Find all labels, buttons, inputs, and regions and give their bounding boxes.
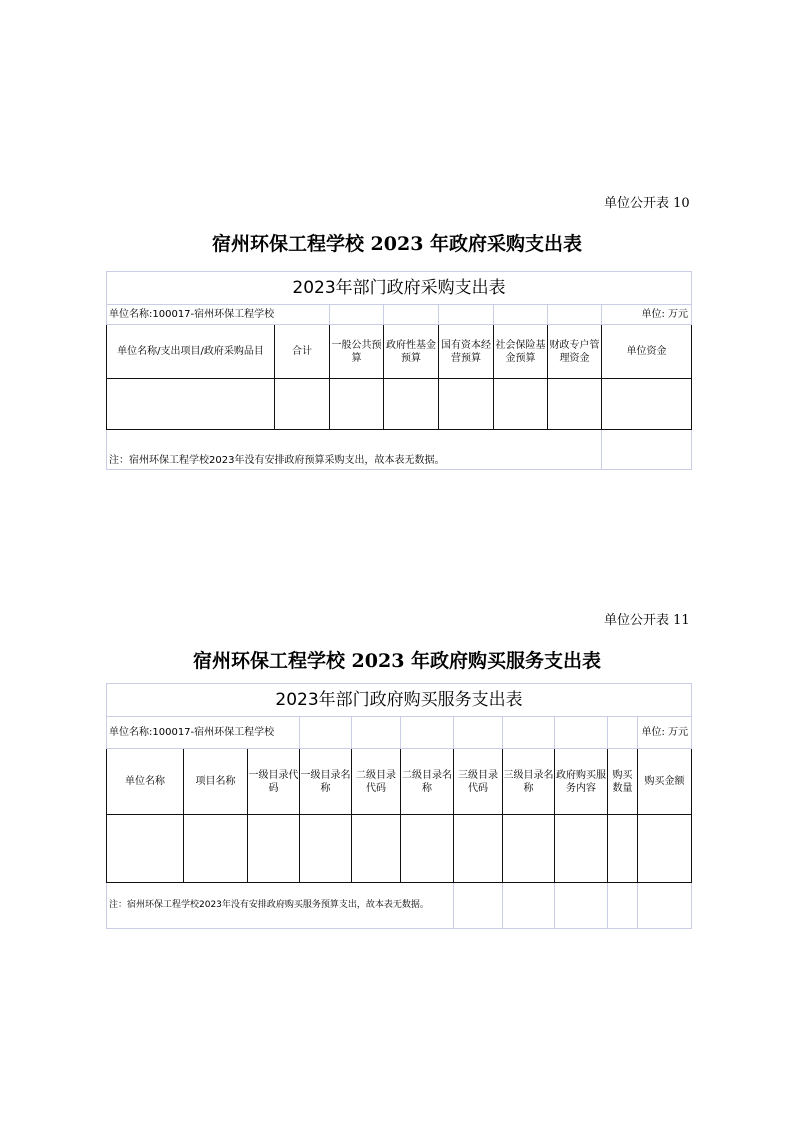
header-cell: 二级目录名称: [401, 749, 454, 815]
header-cell: 财政专户管理资金: [548, 325, 602, 379]
document-title-2: 宿州环保工程学校 2023 年政府购买服务支出表: [192, 650, 602, 672]
header-cell: 项目名称: [184, 749, 248, 815]
header-cell: 购买金额: [638, 749, 692, 815]
header-cell: 社会保险基金预算: [494, 325, 548, 379]
header-cell: 二级目录代码: [352, 749, 401, 815]
unit-name: 单位名称:100017-宿州环保工程学校: [107, 717, 300, 749]
header-cell: 购买数量: [608, 749, 638, 815]
header-cell: 一级目录名称: [300, 749, 352, 815]
header-cell: 单位名称: [107, 749, 184, 815]
table-note: 注：宿州环保工程学校2023年没有安排政府预算采购支出，故本表无数据。: [107, 430, 602, 470]
service-purchase-table: [106, 683, 692, 929]
header-cell: 政府性基金预算: [384, 325, 439, 379]
table-row: [107, 379, 692, 430]
procurement-table: [106, 271, 692, 470]
table-row: [107, 815, 692, 883]
header-cell: 国有资本经营预算: [439, 325, 494, 379]
table-note: 注：宿州环保工程学校2023年没有安排政府购买服务预算支出，故本表无数据。: [107, 883, 454, 929]
table-title: 2023年部门政府购买服务支出表: [107, 684, 692, 717]
header-cell: 三级目录名称: [503, 749, 555, 815]
unit-name: 单位名称:100017-宿州环保工程学校: [107, 305, 330, 325]
header-cell: 单位资金: [602, 325, 692, 379]
document-title-1: 宿州环保工程学校 2023 年政府采购支出表: [211, 233, 583, 255]
unit-label: 单位: 万元: [602, 305, 692, 325]
header-cell: 合计: [275, 325, 330, 379]
unit-label: 单位: 万元: [638, 717, 692, 749]
header-cell: 政府购买服务内容: [555, 749, 608, 815]
header-cell: 一级目录代码: [248, 749, 300, 815]
table-label-11: 单位公开表 11: [604, 613, 690, 628]
header-cell: 三级目录代码: [454, 749, 503, 815]
header-cell: 单位名称/支出项目/政府采购品目: [107, 325, 275, 379]
header-cell: 一般公共预算: [330, 325, 384, 379]
table-label-10: 单位公开表 10: [604, 196, 690, 211]
table-title: 2023年部门政府采购支出表: [107, 272, 692, 305]
